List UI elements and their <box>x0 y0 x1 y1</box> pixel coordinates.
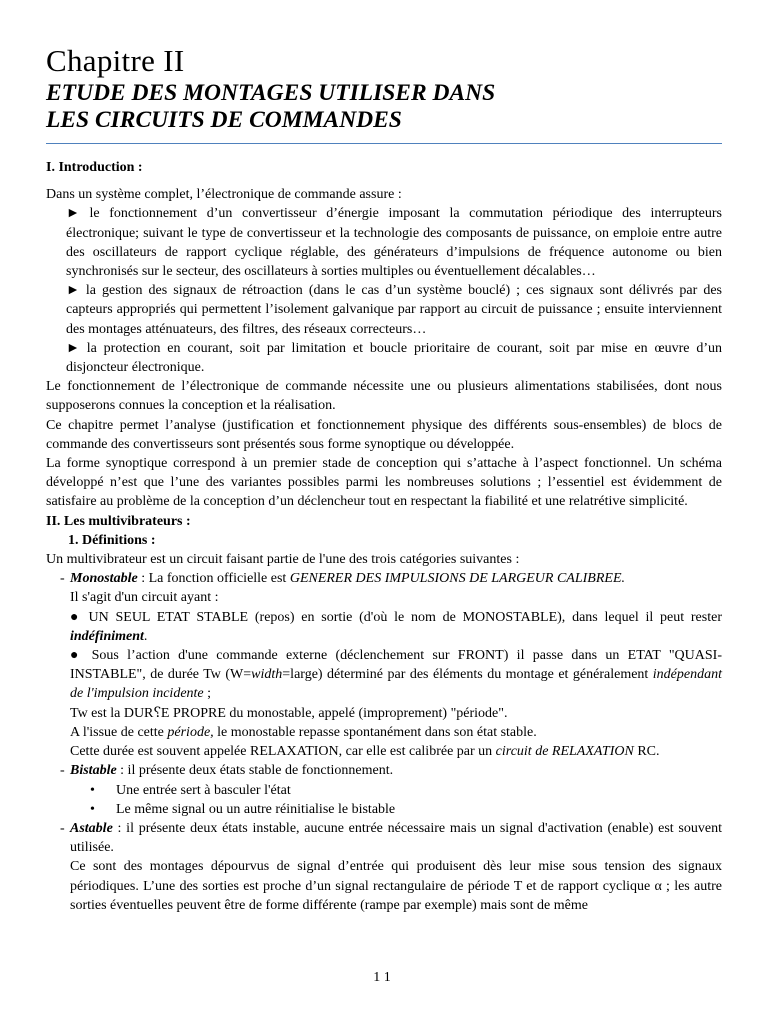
bistable-item: - Bistable : il présente deux états stable de fonctionnement. <box>46 761 722 780</box>
intro-item-1: ► le fonctionnement d’un convertisseur d’énergie imposant la commutation périodique des interrupteurs électronique; suivant le type de convertisseur et la technologie des composants de puissance, on emploie entre autre des oscillateurs de rapport cyclique réglable, des générateurs d’impulsions de fréquence autonome ou bien synchronisés sur le secteur, des oscillateurs à sorties multiples ou éventuellement décalables… <box>66 206 722 280</box>
dash-marker: - <box>60 571 65 587</box>
dash-marker: - <box>60 763 65 779</box>
monostable-issue: A l'issue de cette période, le monostable repasse spontanément dans son état stable. <box>70 724 537 740</box>
bistable-term: Bistable <box>70 763 117 779</box>
section-multivibrateurs <box>46 512 722 915</box>
dash-marker: - <box>60 820 65 836</box>
monostable-item: - Monostable : La fonction officielle est GENERER DES IMPULSIONS DE LARGEUR CALIBREE. <box>46 569 722 588</box>
intro-item-2: ► la gestion des signaux de rétroaction (dans le cas d’un système bouclé) ; ces signaux sont délivrés par des capteurs appropriés qui permettent l’isolement galvanique par rapport au circuit de puissance ; ensuite interviennent des montages atténuateurs, des filtres, des réseaux correcteurs… <box>66 283 722 337</box>
monostable-quasi-instable: ● Sous l’action d'une commande externe (déclenchement sur FRONT) il passe dans un ETAT "QUASI-INSTABLE", de durée Tw (W=width=large) déterminé par des éléments du montage et généralement indépendant de l'impulsion incidente ; <box>70 648 723 702</box>
astable-paragraph: Ce sont des montages dépourvus de signal d’entrée qui produisent dès leur mise sous tension des signaux périodiques. L’une des sorties est proche d’un signal rectangulaire de période T et de rapport cyclique α ; les autre sorties éventuelles peuvent être de forme différente (rampe par exemple) mais sont de même <box>70 859 722 913</box>
intro-heading: I. Introduction : <box>46 160 143 175</box>
monostable-relaxation: Cette durée est souvent appelée RELAXATION, car elle est calibrée par un circuit de RELAXATION RC. <box>70 744 660 760</box>
section-introduction <box>46 158 722 512</box>
page-number: 11 <box>373 970 395 985</box>
bullet-icon: • <box>90 782 95 798</box>
monostable-term: Monostable <box>70 571 138 587</box>
monostable-ayant: Il s'agit d'un circuit ayant : <box>70 590 219 606</box>
monostable-stable-state: ● UN SEUL ETAT STABLE (repos) en sortie (d'où le nom de MONOSTABLE), dans lequel il peut rester indéfiniment. <box>70 609 722 644</box>
title-divider <box>46 143 722 144</box>
document-page <box>46 44 722 915</box>
chapter-title <box>46 80 722 134</box>
bistable-bullet-2: • Le même signal ou un autre réinitialise le bistable <box>46 800 722 819</box>
monostable-function: GENERER DES IMPULSIONS DE LARGEUR CALIBREE. <box>289 571 626 587</box>
astable-term: Astable <box>70 820 113 836</box>
chapter-label: Chapitre II <box>46 43 185 78</box>
intro-paragraph-3: La forme synoptique correspond à un premier stade de conception qui s’attache à l’aspect fonctionnel. Un schéma développé n’est que l’une des variantes possibles parmi les nombreuses solutions ; l’essentiel est évidemment de satisfaire au problème de la conception d’un déclencheur tout en respectant la fiabilité et une relatrétive simplicité. <box>46 456 722 510</box>
definitions-heading: 1. Définitions : <box>68 532 156 548</box>
bistable-bullet-1: • Une entrée sert à basculer l'état <box>46 781 722 800</box>
astable-item: - Astable : il présente deux états instable, aucune entrée nécessaire mais un signal d'activation (enable) est souvent utilisée. <box>60 820 722 856</box>
multivib-heading: II. Les multivibrateurs : <box>46 513 191 529</box>
chapter-title-line-2: LES CIRCUITS DE COMMANDES <box>46 107 402 133</box>
monostable-tw: Tw est la DUR⸮E PROPRE du monostable, appelé (improprement) "période". <box>70 705 508 721</box>
intro-paragraph-2: Ce chapitre permet l’analyse (justification et fonctionnement physique des différents sous-ensembles) de blocs de commande des convertisseurs sont présentés sous forme synoptique ou développée. <box>46 417 722 452</box>
intro-paragraph-1: Le fonctionnement de l’électronique de commande nécessite une ou plusieurs alimentations stabilisées, dont nous supposerons connues la conception et la réalisation. <box>46 379 722 414</box>
multivib-lead: Un multivibrateur est un circuit faisant partie de l'une des trois catégories suivantes : <box>46 552 520 568</box>
chapter-title-line-1: ETUDE DES MONTAGES UTILISER DANS <box>46 80 496 106</box>
bullet-icon: • <box>90 801 95 817</box>
intro-item-3: ► la protection en courant, soit par limitation et boucle prioritaire de courant, soit par mise en œuvre d’un disjoncteur électronique. <box>66 340 722 376</box>
intro-lead: Dans un système complet, l’électronique de commande assure : <box>46 187 402 203</box>
